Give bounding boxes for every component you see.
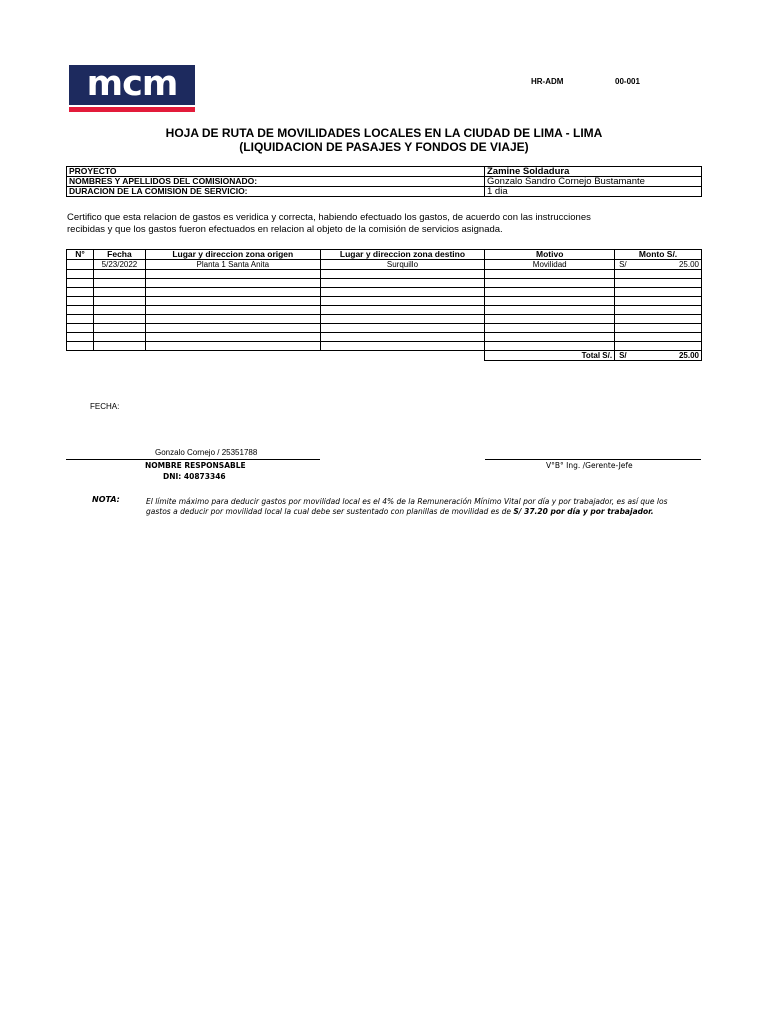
- signer-name: Gonzalo Cornejo / 25351788: [155, 448, 258, 457]
- header-date: Fecha: [93, 250, 145, 260]
- project-value: Zamine Soldadura: [485, 167, 702, 177]
- company-logo: [69, 65, 195, 111]
- total-row: [67, 351, 702, 361]
- table-row: [67, 270, 702, 279]
- table-header-row: [67, 250, 702, 260]
- total-currency: S/: [615, 351, 637, 361]
- nota-text: [146, 497, 686, 517]
- expenses-table: [66, 249, 702, 361]
- header-origin: Lugar y direccion zona origen: [145, 250, 320, 260]
- certification-text: [67, 212, 607, 236]
- nota-text-main: El límite máximo para deducir gastos por movilidad local es el 4% de la Remuneración Mínimo Vital por día y por trabajador, es así que los gastos a deducir por movilidad local la cual debe ser sustentado con planillas de movilidad es de: [146, 497, 668, 516]
- dni-label: DNI: 40873346: [163, 472, 226, 481]
- header-num: N°: [67, 250, 94, 260]
- row-reason: Movilidad: [485, 260, 615, 270]
- header-amount: Monto S/.: [615, 250, 702, 260]
- nota-label: NOTA:: [92, 495, 120, 504]
- nota-text-bold: S/ 37.20 por día y por trabajador.: [513, 507, 654, 516]
- total-value: 25.00: [637, 351, 702, 361]
- logo-text: mcm: [86, 64, 178, 104]
- signature-line-approval: [485, 459, 701, 460]
- table-row: [67, 315, 702, 324]
- row-num: [67, 260, 94, 270]
- doc-code-number: 00-001: [615, 77, 640, 86]
- row-origin: Planta 1 Santa Anita: [145, 260, 320, 270]
- approval-label: V°B° Ing. /Gerente-Jefe: [546, 461, 633, 470]
- total-label: Total S/.: [485, 351, 615, 361]
- table-row: [67, 324, 702, 333]
- row-currency: S/: [615, 260, 637, 270]
- page-title: HOJA DE RUTA DE MOVILIDADES LOCALES EN LA CIUDAD DE LIMA - LIMA: [165, 126, 603, 140]
- commission-info-table: [66, 166, 702, 197]
- names-label: NOMBRES Y APELLIDOS DEL COMISIONADO:: [67, 177, 485, 187]
- duration-value: 1 dia: [485, 187, 702, 197]
- certification-line-2: recibidas y que los gastos fueron efectuados en relacion al objeto de la comisión de servicios asignada.: [67, 224, 503, 235]
- project-label: PROYECTO: [67, 167, 485, 177]
- table-row: [67, 260, 702, 270]
- table-row: [67, 279, 702, 288]
- header-destination: Lugar y direccion zona destino: [320, 250, 485, 260]
- doc-code-label: HR-ADM: [531, 77, 564, 86]
- signature-line-responsible: [66, 459, 320, 460]
- row-date: 5/23/2022: [93, 260, 145, 270]
- table-row: [67, 288, 702, 297]
- names-value: Gonzalo Sandro Cornejo Bustamante: [485, 177, 702, 187]
- fecha-label: FECHA:: [90, 402, 120, 411]
- table-row: [67, 306, 702, 315]
- table-row: [67, 297, 702, 306]
- duration-label: DURACION DE LA COMISION DE SERVICIO:: [67, 187, 485, 197]
- logo-red-bar: [69, 107, 195, 112]
- page-subtitle: (LIQUIDACION DE PASAJES Y FONDOS DE VIAJE): [239, 140, 529, 154]
- table-row: [67, 342, 702, 351]
- certification-line-1: Certifico que esta relacion de gastos es veridica y correcta, habiendo efectuado los gastos, de acuerdo con las instrucciones: [67, 212, 591, 223]
- row-destination: Surquillo: [320, 260, 485, 270]
- header-reason: Motivo: [485, 250, 615, 260]
- responsible-label: NOMBRE RESPONSABLE: [145, 461, 246, 470]
- row-amount: 25.00: [637, 260, 702, 270]
- table-row: [67, 333, 702, 342]
